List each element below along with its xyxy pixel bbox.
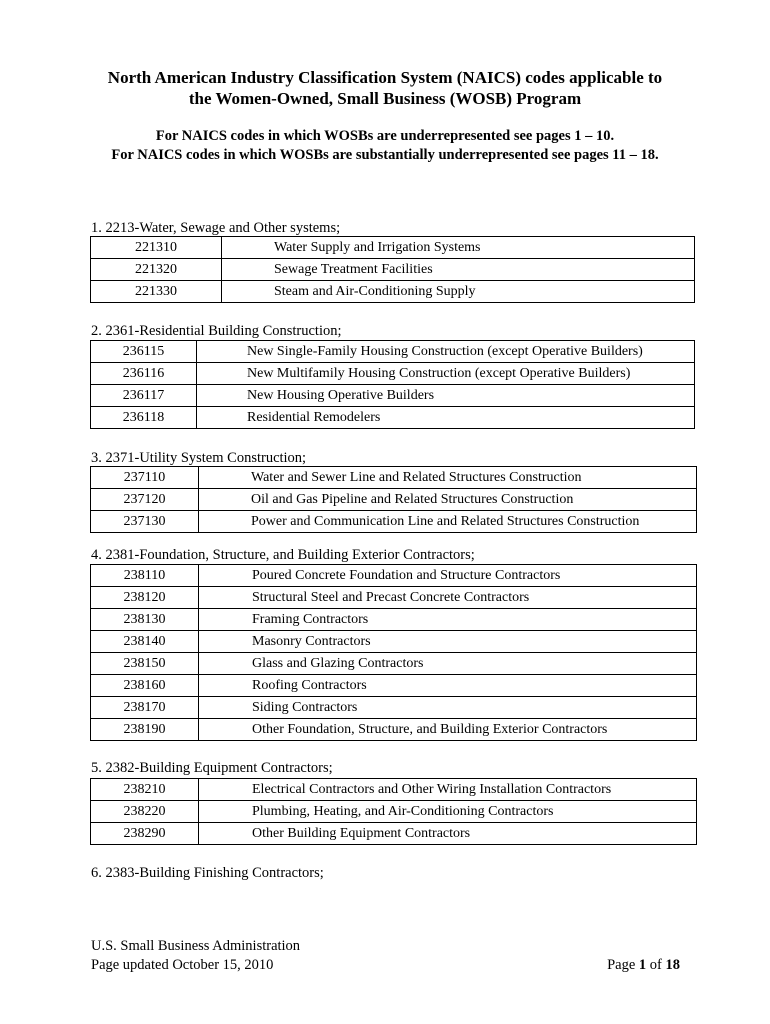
- table-row: [91, 675, 697, 697]
- naics-description: Roofing Contractors: [199, 675, 697, 697]
- naics-code: 238120: [91, 587, 199, 609]
- document-title-line2: the Women-Owned, Small Business (WOSB) Program: [188, 89, 582, 108]
- page-current: 1: [638, 957, 647, 973]
- naics-description: Oil and Gas Pipeline and Related Structures Construction: [199, 489, 697, 511]
- naics-description: Power and Communication Line and Related Structures Construction: [199, 511, 697, 533]
- naics-code: 238290: [91, 823, 199, 845]
- section-heading: 2. 2361-Residential Building Construction;: [91, 323, 342, 339]
- naics-code: 237130: [91, 511, 199, 533]
- naics-code: 238160: [91, 675, 199, 697]
- naics-description: Steam and Air-Conditioning Supply: [222, 281, 695, 303]
- naics-code: 238110: [91, 565, 199, 587]
- table-row: [91, 801, 697, 823]
- naics-description: Plumbing, Heating, and Air-Conditioning Contractors: [199, 801, 697, 823]
- naics-description: Poured Concrete Foundation and Structure Contractors: [199, 565, 697, 587]
- table-row: [91, 697, 697, 719]
- naics-code: 236118: [91, 407, 197, 429]
- naics-description: Masonry Contractors: [199, 631, 697, 653]
- table-row: [91, 719, 697, 741]
- naics-code: 238190: [91, 719, 199, 741]
- naics-description: Residential Remodelers: [197, 407, 695, 429]
- naics-description: New Single-Family Housing Construction (except Operative Builders): [197, 341, 695, 363]
- naics-code: 238170: [91, 697, 199, 719]
- naics-description: New Multifamily Housing Construction (except Operative Builders): [197, 363, 695, 385]
- naics-code: 221320: [91, 259, 222, 281]
- table-row: [91, 653, 697, 675]
- subtitle-line2: For NAICS codes in which WOSBs are substantially underrepresented see pages 11 – 18.: [111, 147, 659, 163]
- page-total: 18: [665, 957, 680, 973]
- naics-description: Glass and Glazing Contractors: [199, 653, 697, 675]
- table-row: [91, 609, 697, 631]
- section-heading: 3. 2371-Utility System Construction;: [91, 450, 307, 466]
- naics-code: 238220: [91, 801, 199, 823]
- table-row: [91, 237, 695, 259]
- naics-code: 221310: [91, 237, 222, 259]
- table-row: [91, 489, 697, 511]
- naics-table: [90, 466, 697, 533]
- table-row: [91, 631, 697, 653]
- naics-description: Water and Sewer Line and Related Structures Construction: [199, 467, 697, 489]
- naics-description: Water Supply and Irrigation Systems: [222, 237, 695, 259]
- naics-description: Sewage Treatment Facilities: [222, 259, 695, 281]
- naics-code: 237120: [91, 489, 199, 511]
- naics-table: [90, 236, 695, 303]
- table-row: [91, 385, 695, 407]
- naics-description: New Housing Operative Builders: [197, 385, 695, 407]
- naics-code: 236115: [91, 341, 197, 363]
- naics-code: 238150: [91, 653, 199, 675]
- naics-code: 237110: [91, 467, 199, 489]
- table-row: [91, 511, 697, 533]
- footer-agency: U.S. Small Business Administration: [91, 938, 301, 954]
- naics-code: 236117: [91, 385, 197, 407]
- section-heading: 5. 2382-Building Equipment Contractors;: [91, 760, 333, 776]
- section-heading: 6. 2383-Building Finishing Contractors;: [91, 865, 324, 881]
- footer-updated: Page updated October 15, 2010: [91, 957, 274, 973]
- table-row: [91, 363, 695, 385]
- naics-code: 221330: [91, 281, 222, 303]
- page-number: [607, 956, 680, 975]
- table-row: [91, 281, 695, 303]
- naics-description: Other Foundation, Structure, and Building Exterior Contractors: [199, 719, 697, 741]
- table-row: [91, 259, 695, 281]
- naics-table: [90, 778, 697, 845]
- table-row: [91, 341, 695, 363]
- table-row: [91, 565, 697, 587]
- subtitle-line1: For NAICS codes in which WOSBs are underrepresented see pages 1 – 10.: [155, 128, 615, 144]
- section-heading: 4. 2381-Foundation, Structure, and Building Exterior Contractors;: [91, 547, 475, 563]
- naics-description: Other Building Equipment Contractors: [199, 823, 697, 845]
- document-title-line1: North American Industry Classification System (NAICS) codes applicable to: [107, 68, 663, 87]
- naics-description: Electrical Contractors and Other Wiring Installation Contractors: [199, 779, 697, 801]
- naics-code: 238130: [91, 609, 199, 631]
- naics-description: Siding Contractors: [199, 697, 697, 719]
- table-row: [91, 779, 697, 801]
- table-row: [91, 823, 697, 845]
- table-row: [91, 467, 697, 489]
- naics-code: 238210: [91, 779, 199, 801]
- naics-code: 238140: [91, 631, 199, 653]
- naics-description: Framing Contractors: [199, 609, 697, 631]
- table-row: [91, 587, 697, 609]
- table-row: [91, 407, 695, 429]
- page-label: Page: [607, 957, 636, 973]
- page-of: of: [649, 957, 662, 973]
- section-heading: 1. 2213-Water, Sewage and Other systems;: [91, 220, 341, 236]
- naics-description: Structural Steel and Precast Concrete Contractors: [199, 587, 697, 609]
- naics-code: 236116: [91, 363, 197, 385]
- naics-table: [90, 564, 697, 741]
- naics-table: [90, 340, 695, 429]
